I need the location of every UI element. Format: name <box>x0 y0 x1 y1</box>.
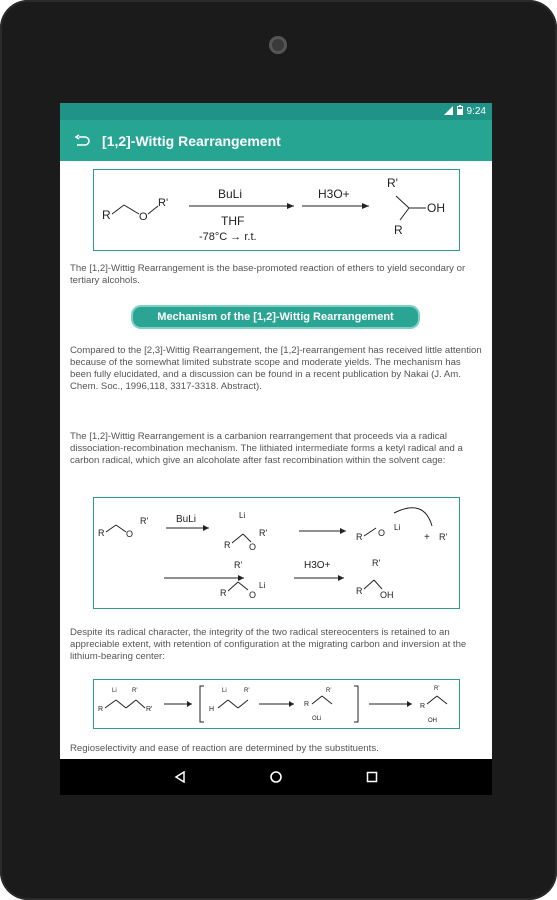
intro-paragraph: The [1,2]-Wittig Rearrangement is the base-promoted reaction of ethers to yield secondary or tertiary alcohols. <box>70 263 466 286</box>
s2-rp-3: R' <box>439 532 448 542</box>
scheme-stereo-drawing <box>94 680 459 728</box>
battery-icon <box>457 105 463 118</box>
s2-rp-4: R' <box>234 560 243 570</box>
scheme1-prod-r: R <box>394 223 403 237</box>
scheme1-reagent-bottom-1: THF <box>221 214 245 228</box>
front-camera <box>269 36 287 54</box>
s2-r-3: R <box>356 532 363 542</box>
s2-r-2: R <box>224 540 231 550</box>
s3-rp-1: R' <box>132 688 138 694</box>
s3-rp-4: R' <box>434 686 440 692</box>
scheme1-r: R <box>102 208 111 222</box>
screen <box>60 103 492 795</box>
s2-rp-1: R' <box>140 516 149 526</box>
scheme1-reagent-bottom-2: -78°C → r.t. <box>199 231 257 243</box>
s2-li-3: Li <box>259 581 266 590</box>
reaction-scheme-mechanism <box>93 497 460 609</box>
s2-o-1: O <box>126 529 134 539</box>
s3-r-3: R <box>304 701 310 708</box>
s3-rp-3: R' <box>326 688 332 694</box>
s3-r-4: R <box>420 703 426 710</box>
page-title: [1,2]-Wittig Rearrangement <box>102 132 281 149</box>
s3-rp-2: R' <box>244 688 250 694</box>
s2-li-2: Li <box>394 523 401 532</box>
paragraph-stereochemistry: Despite its radical character, the integrity of the two radical stereocenters is retained to an appreciable extent, with retention of configuration at the migrating carbon and inversion at the lithium-bearing center: <box>70 627 467 662</box>
s2-plus: + <box>424 532 430 543</box>
status-bar <box>60 103 492 120</box>
paragraph-regioselectivity: Regioselectivity and ease of reaction are determined by the substituents. <box>70 743 379 754</box>
scheme1-o: O <box>139 211 148 223</box>
scheme1-prod-r-prime: R' <box>387 176 398 190</box>
s3-li-1: Li <box>112 688 117 694</box>
scheme1-prod-oh: OH <box>427 201 445 215</box>
status-time: 9:24 <box>466 106 486 117</box>
s2-buli: BuLi <box>176 514 197 525</box>
recents-square-icon[interactable] <box>360 765 384 789</box>
article-content[interactable] <box>60 161 492 759</box>
s3-r-1: R <box>98 706 104 713</box>
s3-oli: OLi <box>312 716 322 722</box>
s2-o-2: O <box>249 542 257 552</box>
app-bar <box>60 120 492 161</box>
scheme-overview-drawing <box>94 170 459 250</box>
scheme1-reagent-top: BuLi <box>218 187 243 201</box>
status-icons <box>444 105 486 118</box>
s2-h3o: H3O+ <box>304 560 331 571</box>
s3-oh: OH <box>428 718 437 724</box>
paragraph-history: Compared to the [2,3]-Wittig Rearrangement, the [1,2]-rearrangement has received little attention because of the somewhat limited substrate scope and moderate yields. The mechanism has been fully elucidated, and a discussion can be found in a recent publication by Nakai (J. Am. Chem. Soc., 1996,118, 3317-3318. Abstract). <box>70 345 482 392</box>
notification-icon <box>444 106 453 118</box>
scheme1-acid: H3O+ <box>318 187 350 201</box>
navigation-bar <box>60 759 492 795</box>
reaction-scheme-stereo <box>93 679 460 729</box>
scheme1-r-prime: R' <box>158 197 169 209</box>
back-triangle-icon[interactable] <box>168 765 192 789</box>
s2-r-1: R <box>98 528 105 538</box>
s2-oh: OH <box>380 590 394 600</box>
s2-rp-2: R' <box>259 528 268 538</box>
s2-o-4: O <box>249 590 257 600</box>
s2-li-1: Li <box>239 511 246 520</box>
back-icon[interactable] <box>68 127 96 155</box>
s3-li-2: Li <box>222 688 227 694</box>
scheme-mechanism-drawing <box>94 498 459 608</box>
paragraph-mechanism: The [1,2]-Wittig Rearrangement is a carbanion rearrangement that proceeds via a radical dissociation-recombination mechanism. The lithiated intermediate forms a ketyl radical and a carbon radical, which give an alcoholate after fast recombination within the solvent cage: <box>70 431 463 466</box>
s3-h-1: H <box>209 706 215 713</box>
s2-r-4: R <box>220 588 227 598</box>
mechanism-heading: Mechanism of the [1,2]-Wittig Rearrangement <box>133 307 418 327</box>
reaction-scheme-overview <box>93 169 460 251</box>
home-circle-icon[interactable] <box>264 765 288 789</box>
s2-r-5: R <box>356 586 363 596</box>
s3-rp-1b: R' <box>146 706 153 713</box>
s2-o-3: O <box>378 528 386 538</box>
s2-rp-5: R' <box>372 558 381 568</box>
